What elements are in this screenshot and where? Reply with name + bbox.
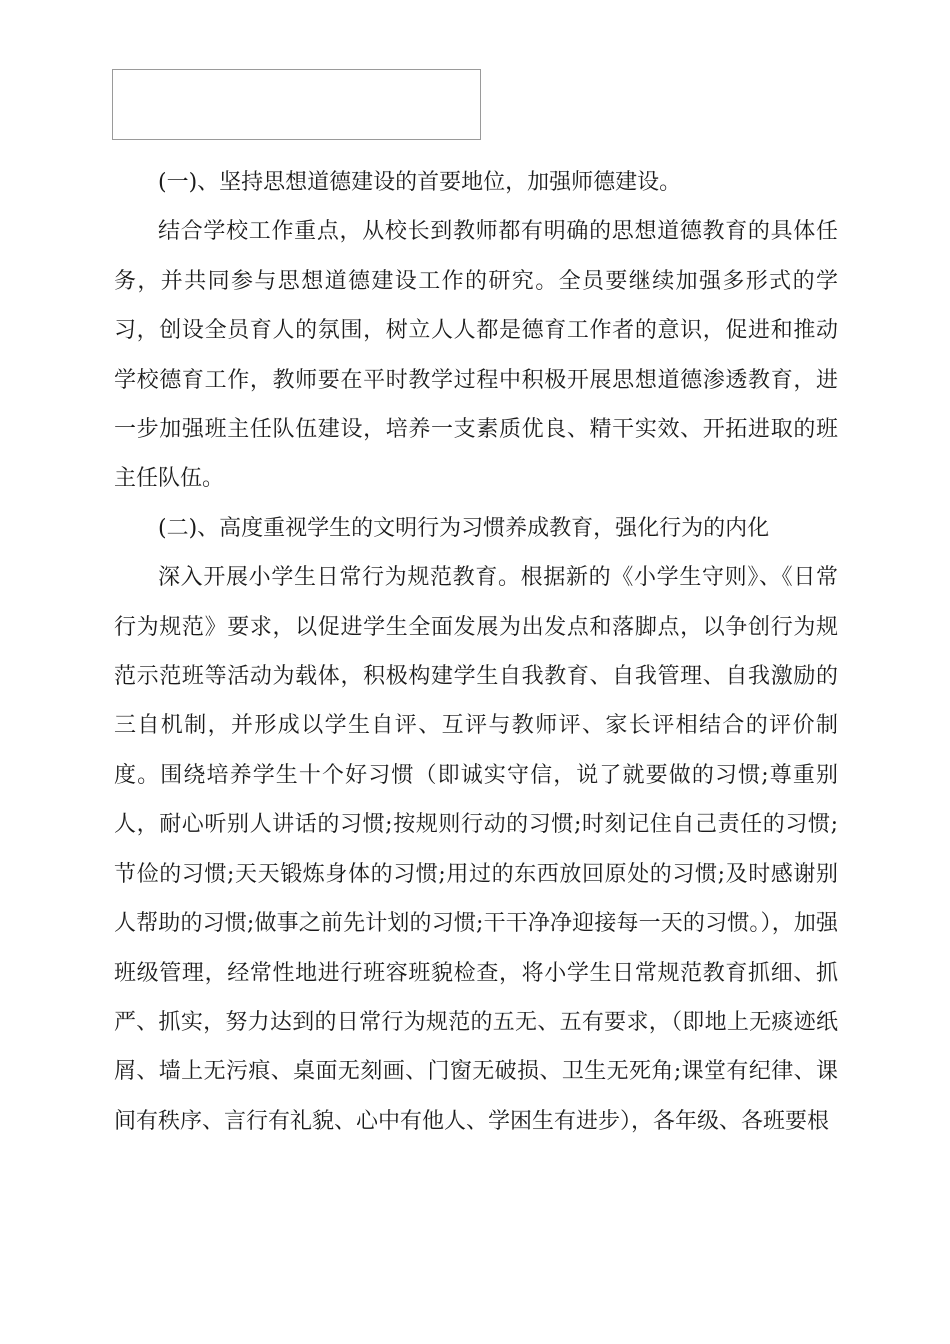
section-heading-1: (一)、坚持思想道德建设的首要地位，加强师德建设。 bbox=[158, 170, 682, 195]
blank-header-box bbox=[112, 69, 481, 140]
document-body bbox=[114, 158, 838, 1146]
body-paragraph-1: 结合学校工作重点，从校长到教师都有明确的思想道德教育的具体任务，并共同参与思想道德建设工作的研究。全员要继续加强多形式的学习，创设全员育人的氛围，树立人人都是德育工作者的意识，促进和推动学校德育工作，教师要在平时教学过程中积极开展思想道德渗透教育，进一步加强班主任队伍建设，培养一支素质优良、精干实效、开拓进取的班主任队伍。 bbox=[114, 219, 838, 492]
body-paragraph-2: 深入开展小学生日常行为规范教育。根据新的《小学生守则》、《日常行为规范》要求，以促进学生全面发展为出发点和落脚点，以争创行为规范示范班等活动为载体，积极构建学生自我教育、自我管理、自我激励的三自机制，并形成以学生自评、互评与教师评、家长评相结合的评价制度。围绕培养学生十个好习惯（即诚实守信，说了就要做的习惯;尊重别人，耐心听别人讲话的习惯;按规则行动的习惯;时刻记住自己责任的习惯;节俭的习惯;天天锻炼身体的习惯;用过的东西放回原处的习惯;及时感谢别人帮助的习惯;做事之前先计划的习惯;干干净净迎接每一天的习惯。），加强班级管理，经常性地进行班容班貌检查，将小学生日常规范教育抓细、抓严、抓实，努力达到的日常行为规范的五无、五有要求，（即地上无痰迹纸屑、墙上无污痕、桌面无刻画、门窗无破损、卫生无死角;课堂有纪律、课间有秩序、言行有礼貌、心中有他人、学困生有进步），各年级、各班要根 bbox=[114, 565, 838, 1134]
section-heading-2: (二)、高度重视学生的文明行为习惯养成教育，强化行为的内化 bbox=[158, 515, 770, 541]
